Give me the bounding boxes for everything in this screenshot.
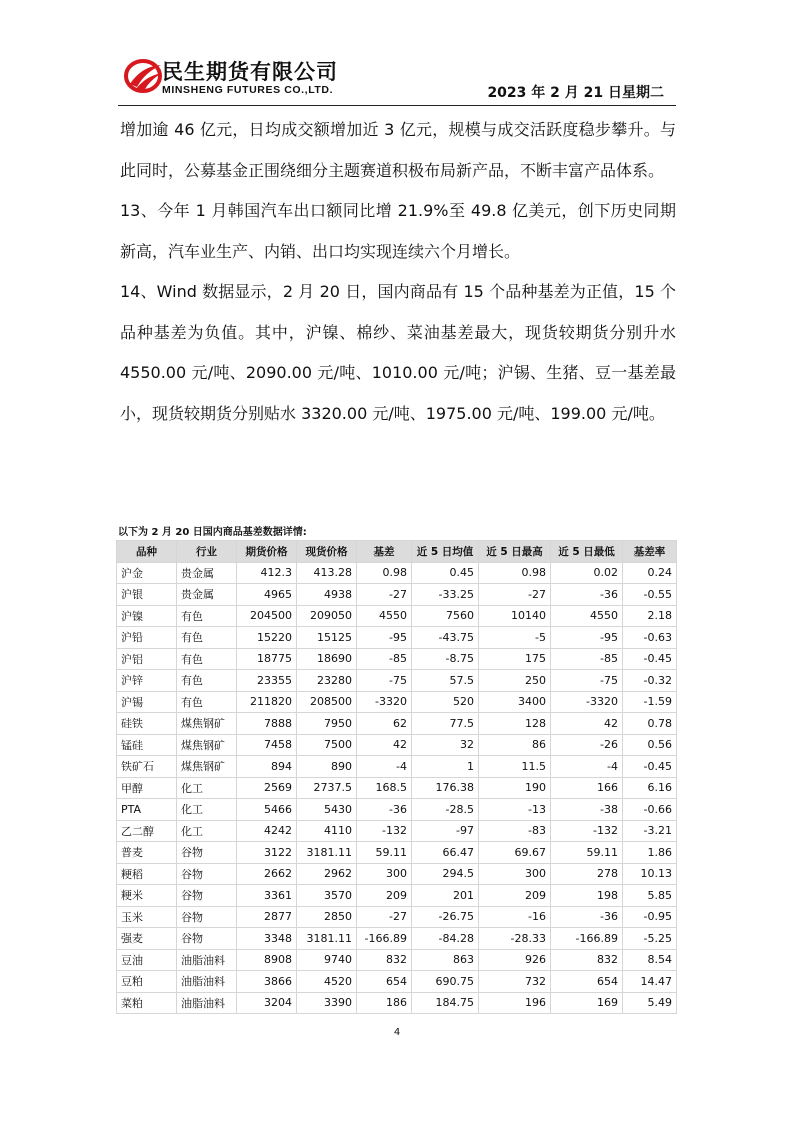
table-cell: 0.56 bbox=[623, 734, 677, 756]
table-cell: 有色 bbox=[177, 605, 237, 627]
table-cell: 3204 bbox=[237, 992, 297, 1014]
table-cell: 5.85 bbox=[623, 885, 677, 907]
table-cell: -97 bbox=[412, 820, 479, 842]
table-cell: -27 bbox=[357, 906, 412, 928]
table-cell: 3866 bbox=[237, 971, 297, 993]
table-cell: 4242 bbox=[237, 820, 297, 842]
table-cell: 832 bbox=[357, 949, 412, 971]
table-cell: 168.5 bbox=[357, 777, 412, 799]
column-header: 基差 bbox=[357, 541, 412, 563]
table-cell: 128 bbox=[479, 713, 551, 735]
page-number: 4 bbox=[393, 1027, 401, 1038]
table-cell: 3390 bbox=[297, 992, 357, 1014]
table-cell: 油脂油料 bbox=[177, 971, 237, 993]
table-cell: 14.47 bbox=[623, 971, 677, 993]
table-cell: -28.5 bbox=[412, 799, 479, 821]
table-cell: 69.67 bbox=[479, 842, 551, 864]
table-cell: 184.75 bbox=[412, 992, 479, 1014]
table-cell: 9740 bbox=[297, 949, 357, 971]
table-cell: 8.54 bbox=[623, 949, 677, 971]
table-cell: 0.02 bbox=[551, 562, 623, 584]
table-cell: 谷物 bbox=[177, 842, 237, 864]
table-cell: -26 bbox=[551, 734, 623, 756]
table-cell: 6.16 bbox=[623, 777, 677, 799]
table-cell: 乙二醇 bbox=[117, 820, 177, 842]
minsheng-logo-icon bbox=[124, 56, 164, 96]
column-header: 近 5 日最高 bbox=[479, 541, 551, 563]
table-cell: 10.13 bbox=[623, 863, 677, 885]
table-cell: 煤焦钢矿 bbox=[177, 756, 237, 778]
table-cell: -166.89 bbox=[357, 928, 412, 950]
table-row bbox=[117, 584, 677, 606]
paragraph: 14、Wind 数据显示，2 月 20 日，国内商品有 15 个品种基差为正值，15 个品种基差为负值。其中，沪镍、棉纱、菜油基差最大，现货较期货分别升水 4550.00 元/吨、2090.00 元/吨、1010.00 元/吨；沪锡、生猪、豆一基差最小，现货较期货分别贴水 3320.00 元/吨、1975.00 元/吨、199.00 元/吨。 bbox=[120, 282, 676, 423]
table-cell: 沪铅 bbox=[117, 627, 177, 649]
table-cell: 186 bbox=[357, 992, 412, 1014]
table-row bbox=[117, 670, 677, 692]
table-cell: 926 bbox=[479, 949, 551, 971]
table-cell: 粳米 bbox=[117, 885, 177, 907]
table-cell: 7500 bbox=[297, 734, 357, 756]
table-cell: -0.55 bbox=[623, 584, 677, 606]
table-cell: -38 bbox=[551, 799, 623, 821]
table-cell: 4110 bbox=[297, 820, 357, 842]
column-header: 现货价格 bbox=[297, 541, 357, 563]
table-cell: 894 bbox=[237, 756, 297, 778]
table-cell: 有色 bbox=[177, 691, 237, 713]
table-row bbox=[117, 863, 677, 885]
table-cell: 煤焦钢矿 bbox=[177, 734, 237, 756]
table-cell: 209 bbox=[479, 885, 551, 907]
table-cell: 57.5 bbox=[412, 670, 479, 692]
company-name-en: MINSHENG FUTURES CO.,LTD. bbox=[162, 84, 334, 96]
table-cell: -166.89 bbox=[551, 928, 623, 950]
table-cell: 3348 bbox=[237, 928, 297, 950]
table-row bbox=[117, 820, 677, 842]
table-cell: -132 bbox=[551, 820, 623, 842]
table-cell: 59.11 bbox=[357, 842, 412, 864]
table-cell: 66.47 bbox=[412, 842, 479, 864]
table-cell: 198 bbox=[551, 885, 623, 907]
table-cell: 5466 bbox=[237, 799, 297, 821]
table-cell: -4 bbox=[357, 756, 412, 778]
table-cell: 413.28 bbox=[297, 562, 357, 584]
table-cell: -3320 bbox=[551, 691, 623, 713]
table-cell: 强麦 bbox=[117, 928, 177, 950]
table-cell: 0.98 bbox=[479, 562, 551, 584]
table-cell: 2877 bbox=[237, 906, 297, 928]
table-cell: 2662 bbox=[237, 863, 297, 885]
table-cell: 1.86 bbox=[623, 842, 677, 864]
table-cell: 208500 bbox=[297, 691, 357, 713]
table-cell: 211820 bbox=[237, 691, 297, 713]
table-cell: PTA bbox=[117, 799, 177, 821]
table-cell: -5 bbox=[479, 627, 551, 649]
table-cell: 209050 bbox=[297, 605, 357, 627]
table-cell: 谷物 bbox=[177, 885, 237, 907]
table-cell: 300 bbox=[479, 863, 551, 885]
table-cell: 300 bbox=[357, 863, 412, 885]
table-row bbox=[117, 691, 677, 713]
table-cell: -3320 bbox=[357, 691, 412, 713]
header-divider bbox=[118, 105, 676, 106]
table-cell: 2.18 bbox=[623, 605, 677, 627]
column-header: 行业 bbox=[177, 541, 237, 563]
table-row bbox=[117, 562, 677, 584]
table-row bbox=[117, 971, 677, 993]
table-cell: -0.63 bbox=[623, 627, 677, 649]
table-cell: 7950 bbox=[297, 713, 357, 735]
column-header: 期货价格 bbox=[237, 541, 297, 563]
table-cell: 204500 bbox=[237, 605, 297, 627]
table-cell: -27 bbox=[479, 584, 551, 606]
table-cell: 18690 bbox=[297, 648, 357, 670]
table-cell: 贵金属 bbox=[177, 584, 237, 606]
table-cell: -4 bbox=[551, 756, 623, 778]
table-cell: 4520 bbox=[297, 971, 357, 993]
table-cell: 15125 bbox=[297, 627, 357, 649]
table-cell: -84.28 bbox=[412, 928, 479, 950]
table-row bbox=[117, 777, 677, 799]
table-cell: -43.75 bbox=[412, 627, 479, 649]
table-cell: 锰硅 bbox=[117, 734, 177, 756]
table-cell: -0.66 bbox=[623, 799, 677, 821]
table-cell: 42 bbox=[551, 713, 623, 735]
table-cell: 沪锡 bbox=[117, 691, 177, 713]
table-row bbox=[117, 842, 677, 864]
table-cell: -26.75 bbox=[412, 906, 479, 928]
table-cell: 3361 bbox=[237, 885, 297, 907]
table-cell: 62 bbox=[357, 713, 412, 735]
table-cell: 190 bbox=[479, 777, 551, 799]
paragraph: 增加逾 46 亿元，日均成交额增加近 3 亿元，规模与成交活跃度稳步攀升。与此同时，公募基金正围绕细分主题赛道积极布局新产品，不断丰富产品体系。 bbox=[120, 120, 676, 180]
company-logo bbox=[124, 56, 374, 104]
column-header: 基差率 bbox=[623, 541, 677, 563]
table-row bbox=[117, 648, 677, 670]
table-cell: 1 bbox=[412, 756, 479, 778]
table-cell: 23355 bbox=[237, 670, 297, 692]
table-cell: 硅铁 bbox=[117, 713, 177, 735]
table-cell: -132 bbox=[357, 820, 412, 842]
table-cell: -0.95 bbox=[623, 906, 677, 928]
table-cell: 8908 bbox=[237, 949, 297, 971]
table-cell: 豆粕 bbox=[117, 971, 177, 993]
table-cell: 油脂油料 bbox=[177, 949, 237, 971]
table-cell: 42 bbox=[357, 734, 412, 756]
table-cell: 7560 bbox=[412, 605, 479, 627]
table-cell: 化工 bbox=[177, 820, 237, 842]
table-cell: 玉米 bbox=[117, 906, 177, 928]
table-cell: 0.78 bbox=[623, 713, 677, 735]
table-cell: 863 bbox=[412, 949, 479, 971]
table-cell: -83 bbox=[479, 820, 551, 842]
table-cell: 4938 bbox=[297, 584, 357, 606]
table-row bbox=[117, 627, 677, 649]
table-cell: 890 bbox=[297, 756, 357, 778]
table-cell: 0.45 bbox=[412, 562, 479, 584]
table-cell: -5.25 bbox=[623, 928, 677, 950]
table-cell: 654 bbox=[551, 971, 623, 993]
table-cell: -27 bbox=[357, 584, 412, 606]
table-cell: -28.33 bbox=[479, 928, 551, 950]
table-cell: 520 bbox=[412, 691, 479, 713]
table-cell: 铁矿石 bbox=[117, 756, 177, 778]
table-cell: 菜粕 bbox=[117, 992, 177, 1014]
article-body bbox=[120, 110, 676, 434]
table-cell: 2850 bbox=[297, 906, 357, 928]
table-cell: 有色 bbox=[177, 627, 237, 649]
table-row bbox=[117, 799, 677, 821]
table-cell: 谷物 bbox=[177, 928, 237, 950]
table-cell: 煤焦钢矿 bbox=[177, 713, 237, 735]
table-cell: 732 bbox=[479, 971, 551, 993]
table-cell: 粳稻 bbox=[117, 863, 177, 885]
table-cell: 4965 bbox=[237, 584, 297, 606]
page-header bbox=[0, 0, 794, 110]
table-cell: -36 bbox=[551, 584, 623, 606]
table-cell: 278 bbox=[551, 863, 623, 885]
table-header-row bbox=[117, 541, 677, 563]
table-cell: -0.32 bbox=[623, 670, 677, 692]
table-cell: 2569 bbox=[237, 777, 297, 799]
table-cell: 86 bbox=[479, 734, 551, 756]
table-cell: -85 bbox=[551, 648, 623, 670]
table-cell: 294.5 bbox=[412, 863, 479, 885]
table-cell: 沪金 bbox=[117, 562, 177, 584]
table-cell: -75 bbox=[357, 670, 412, 692]
table-cell: 沪锌 bbox=[117, 670, 177, 692]
table-cell: -3.21 bbox=[623, 820, 677, 842]
table-cell: 3400 bbox=[479, 691, 551, 713]
table-cell: 沪镍 bbox=[117, 605, 177, 627]
table-cell: -0.45 bbox=[623, 756, 677, 778]
table-row bbox=[117, 885, 677, 907]
table-row bbox=[117, 713, 677, 735]
table-cell: 77.5 bbox=[412, 713, 479, 735]
table-cell: 3181.11 bbox=[297, 928, 357, 950]
table-cell: 甲醇 bbox=[117, 777, 177, 799]
table-cell: 0.98 bbox=[357, 562, 412, 584]
table-cell: 化工 bbox=[177, 777, 237, 799]
table-cell: -1.59 bbox=[623, 691, 677, 713]
table-cell: 832 bbox=[551, 949, 623, 971]
table-cell: 沪铝 bbox=[117, 648, 177, 670]
table-cell: 18775 bbox=[237, 648, 297, 670]
table-cell: 3181.11 bbox=[297, 842, 357, 864]
table-cell: 谷物 bbox=[177, 863, 237, 885]
column-header: 近 5 日最低 bbox=[551, 541, 623, 563]
table-cell: 普麦 bbox=[117, 842, 177, 864]
table-row bbox=[117, 949, 677, 971]
table-row bbox=[117, 605, 677, 627]
table-cell: 7888 bbox=[237, 713, 297, 735]
table-cell: 654 bbox=[357, 971, 412, 993]
table-cell: 4550 bbox=[551, 605, 623, 627]
table-cell: 2737.5 bbox=[297, 777, 357, 799]
table-cell: 10140 bbox=[479, 605, 551, 627]
table-cell: 5430 bbox=[297, 799, 357, 821]
table-cell: 5.49 bbox=[623, 992, 677, 1014]
table-cell: 油脂油料 bbox=[177, 992, 237, 1014]
table-cell: 3122 bbox=[237, 842, 297, 864]
table-cell: 59.11 bbox=[551, 842, 623, 864]
table-cell: 化工 bbox=[177, 799, 237, 821]
table-cell: 11.5 bbox=[479, 756, 551, 778]
table-cell: 15220 bbox=[237, 627, 297, 649]
table-cell: -95 bbox=[357, 627, 412, 649]
table-cell: 201 bbox=[412, 885, 479, 907]
basis-data-table bbox=[116, 540, 677, 1014]
paragraph: 13、今年 1 月韩国汽车出口额同比增 21.9%至 49.8 亿美元，创下历史同期新高，汽车业生产、内销、出口均实现连续六个月增长。 bbox=[120, 201, 676, 261]
table-cell: -36 bbox=[551, 906, 623, 928]
table-cell: 4550 bbox=[357, 605, 412, 627]
table-row bbox=[117, 734, 677, 756]
table-cell: 沪银 bbox=[117, 584, 177, 606]
table-cell: 196 bbox=[479, 992, 551, 1014]
table-cell: 209 bbox=[357, 885, 412, 907]
table-cell: 2962 bbox=[297, 863, 357, 885]
table-cell: -95 bbox=[551, 627, 623, 649]
column-header: 品种 bbox=[117, 541, 177, 563]
table-cell: 有色 bbox=[177, 648, 237, 670]
table-cell: -36 bbox=[357, 799, 412, 821]
table-cell: -33.25 bbox=[412, 584, 479, 606]
table-cell: -85 bbox=[357, 648, 412, 670]
table-cell: -13 bbox=[479, 799, 551, 821]
company-name-cn: 民生期货有限公司 bbox=[162, 60, 338, 84]
table-cell: 7458 bbox=[237, 734, 297, 756]
table-cell: 176.38 bbox=[412, 777, 479, 799]
table-cell: 有色 bbox=[177, 670, 237, 692]
column-header: 近 5 日均值 bbox=[412, 541, 479, 563]
table-cell: 690.75 bbox=[412, 971, 479, 993]
table-cell: 169 bbox=[551, 992, 623, 1014]
table-row bbox=[117, 992, 677, 1014]
table-cell: 166 bbox=[551, 777, 623, 799]
report-date: 2023 年 2 月 21 日星期二 bbox=[487, 85, 664, 101]
table-cell: 175 bbox=[479, 648, 551, 670]
table-cell: 0.24 bbox=[623, 562, 677, 584]
table-cell: 谷物 bbox=[177, 906, 237, 928]
table-caption: 以下为 2 月 20 日国内商品基差数据详情: bbox=[118, 527, 307, 538]
table-cell: -0.45 bbox=[623, 648, 677, 670]
table-row bbox=[117, 756, 677, 778]
table-cell: 贵金属 bbox=[177, 562, 237, 584]
table-cell: 23280 bbox=[297, 670, 357, 692]
table-cell: -75 bbox=[551, 670, 623, 692]
table-cell: 32 bbox=[412, 734, 479, 756]
table-cell: -8.75 bbox=[412, 648, 479, 670]
table-cell: 250 bbox=[479, 670, 551, 692]
table-row bbox=[117, 928, 677, 950]
table-cell: 豆油 bbox=[117, 949, 177, 971]
table-row bbox=[117, 906, 677, 928]
table-cell: -16 bbox=[479, 906, 551, 928]
table-cell: 412.3 bbox=[237, 562, 297, 584]
table-cell: 3570 bbox=[297, 885, 357, 907]
